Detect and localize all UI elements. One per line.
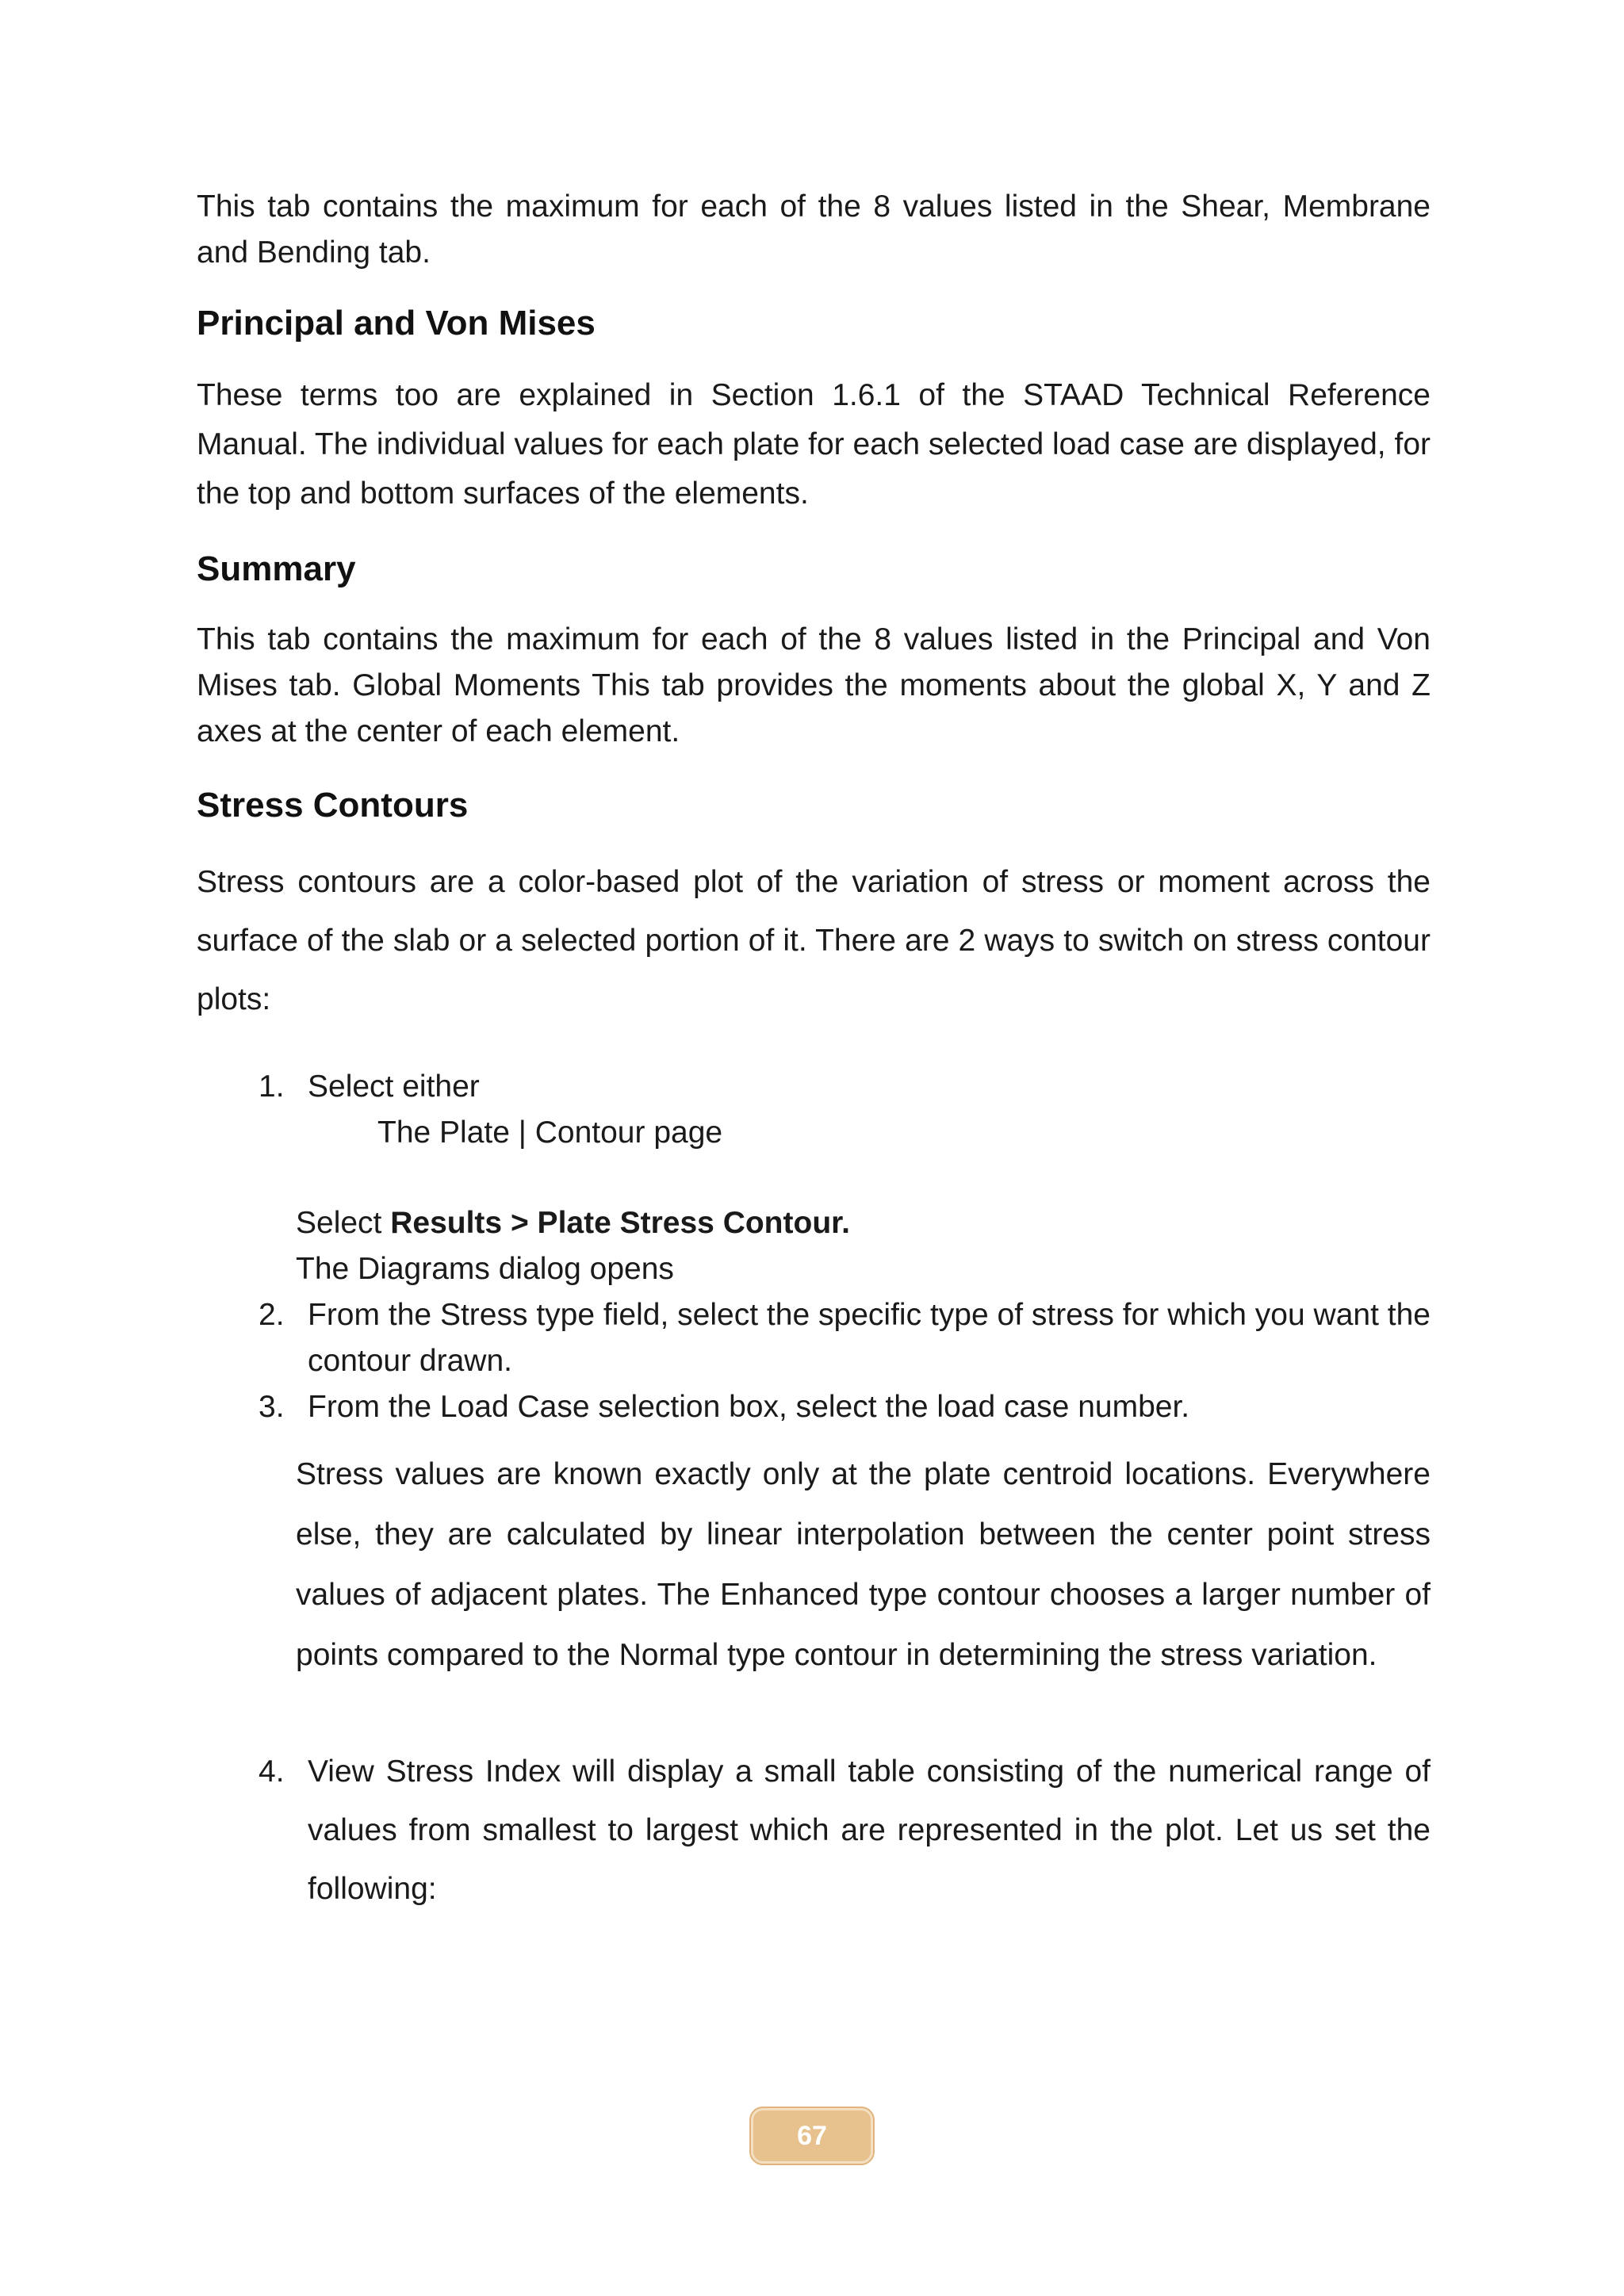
- menu-instruction: [197, 1200, 1431, 1292]
- step-text: View Stress Index will display a small table consisting of the numerical range of values from smallest to largest which are represented in the plot. Let us set the following:: [308, 1755, 1431, 1906]
- page-number-badge: 67: [753, 2110, 871, 2161]
- menu-instruction-result: The Diagrams dialog opens: [296, 1252, 674, 1286]
- heading-principal-von-mises: Principal and Von Mises: [197, 304, 596, 342]
- principal-von-mises-paragraph: These terms too are explained in Section 1.6.1 of the STAAD Technical Reference Manual. The individual values for each plate for each selected load case are displayed, for the top and bottom surfaces of the elements.: [197, 378, 1431, 511]
- step-text: From the Stress type field, select the specific type of stress for which you want the contour drawn.: [308, 1298, 1431, 1378]
- intro-paragraph: This tab contains the maximum for each of the 8 values listed in the Shear, Membrane and Bending tab.: [197, 189, 1431, 270]
- steps-list-continued: [197, 1292, 1431, 1430]
- menu-instruction-line: [296, 1200, 1431, 1246]
- steps-list: [197, 1064, 1431, 1156]
- heading-summary: Summary: [197, 549, 356, 588]
- menu-instruction-prefix: Select: [296, 1206, 391, 1240]
- step-number: 4.: [259, 1755, 285, 1789]
- step-sub-option: The Plate | Contour page: [377, 1115, 723, 1150]
- step-number: 3.: [259, 1390, 285, 1424]
- step-text: From the Load Case selection box, select the load case number.: [308, 1390, 1190, 1424]
- document-page: [197, 184, 1431, 1919]
- stress-contours-paragraph: Stress contours are a color-based plot of the variation of stress or moment across the surface of the slab or a selected portion of it. There are 2 ways to switch on stress contour plots:: [197, 865, 1431, 1016]
- step-number: 2.: [259, 1298, 285, 1332]
- menu-command: Results > Plate Stress Contour.: [390, 1206, 850, 1240]
- steps-list-final: [197, 1743, 1431, 1919]
- summary-paragraph: This tab contains the maximum for each of the 8 values listed in the Principal and Von Mises tab. Global Moments This tab provides the moments about the global X, Y and Z axes at the center of each element.: [197, 622, 1431, 748]
- step-text: Select either: [308, 1070, 480, 1104]
- step-number: 1.: [259, 1070, 285, 1104]
- step-3: [197, 1384, 1431, 1430]
- interpolation-note: Stress values are known exactly only at the plate centroid locations. Everywhere else, they are calculated by linear interpolation between the center point stress values of adjacent plates. The Enhanced type contour chooses a larger number of points compared to the Normal type contour in determining the stress variation.: [296, 1457, 1431, 1672]
- step-4: [197, 1743, 1431, 1919]
- step-1: [197, 1064, 1431, 1156]
- heading-stress-contours: Stress Contours: [197, 786, 469, 825]
- step-2: [197, 1292, 1431, 1384]
